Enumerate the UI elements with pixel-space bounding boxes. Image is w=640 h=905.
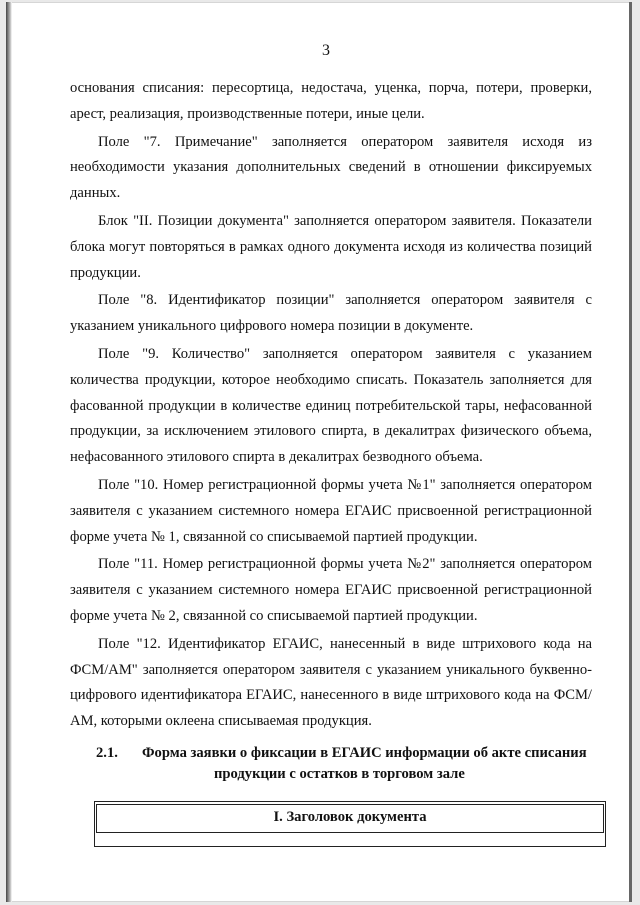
paragraph: Поле "11. Номер регистрационной формы учета №2" заполняется оператором заявителя с указанием системного номера ЕГАИС присвоенной регистрационной форме учета № 2, связанной со списываемой партией продукции.	[70, 556, 592, 624]
paragraph: Поле "7. Примечание" заполняется оператором заявителя исходя из необходимости указания дополнительных сведений в отношении фиксируемых данных.	[70, 133, 592, 202]
body-text	[70, 76, 592, 737]
paragraph: Поле "12. Идентификатор ЕГАИС, нанесенный в виде штрихового кода на ФСМ/АМ" заполняется оператором заявителя с указанием уникального буквенно-цифрового идентификатора ЕГАИС, нанесенного в виде штрихового кода на ФСМ/АМ, которыми оклеена списываемая продукция.	[70, 635, 592, 730]
section-number: 2.1.	[96, 745, 118, 761]
table-header-cell: I. Заголовок документа	[96, 804, 604, 833]
paragraph: основания списания: пересортица, недостача, уценка, порча, потери, проверки, арест, реализация, производственные потери, иные цели.	[70, 80, 592, 122]
paragraph: Блок "II. Позиции документа" заполняется оператором заявителя. Показатели блока могут повторяться в рамках одного документа исходя из количества позиций продукции.	[70, 212, 592, 281]
paragraph: Поле "10. Номер регистрационной формы учета №1" заполняется оператором заявителя с указанием системного номера ЕГАИС присвоенной регистрационной форме учета № 1, связанной со списываемой партией продукции.	[70, 476, 592, 545]
page-number: 3	[322, 42, 330, 59]
paragraph: Поле "8. Идентификатор позиции" заполняется оператором заявителя с указанием уникального цифрового номера позиции в документе.	[70, 292, 592, 335]
document-header-table	[94, 801, 606, 847]
scan-edge-left	[6, 2, 12, 902]
section-title-line-1: Форма заявки о фиксации в ЕГАИС информации об акте списания	[142, 745, 587, 761]
scan-edge-right	[629, 2, 632, 902]
paragraph: Поле "9. Количество" заполняется оператором заявителя с указанием количества продукции, которое необходимо списать. Показатель заполняется для фасованной продукции в количестве единиц потребительской тары, нефасованной продукции, за исключением этилового спирта, в декалитрах физического объема, нефасованного этилового спирта в декалитрах безводного объема.	[70, 345, 592, 466]
section-title-line-2: продукции с остатков в торговом зале	[214, 766, 465, 782]
document-page	[6, 2, 632, 902]
